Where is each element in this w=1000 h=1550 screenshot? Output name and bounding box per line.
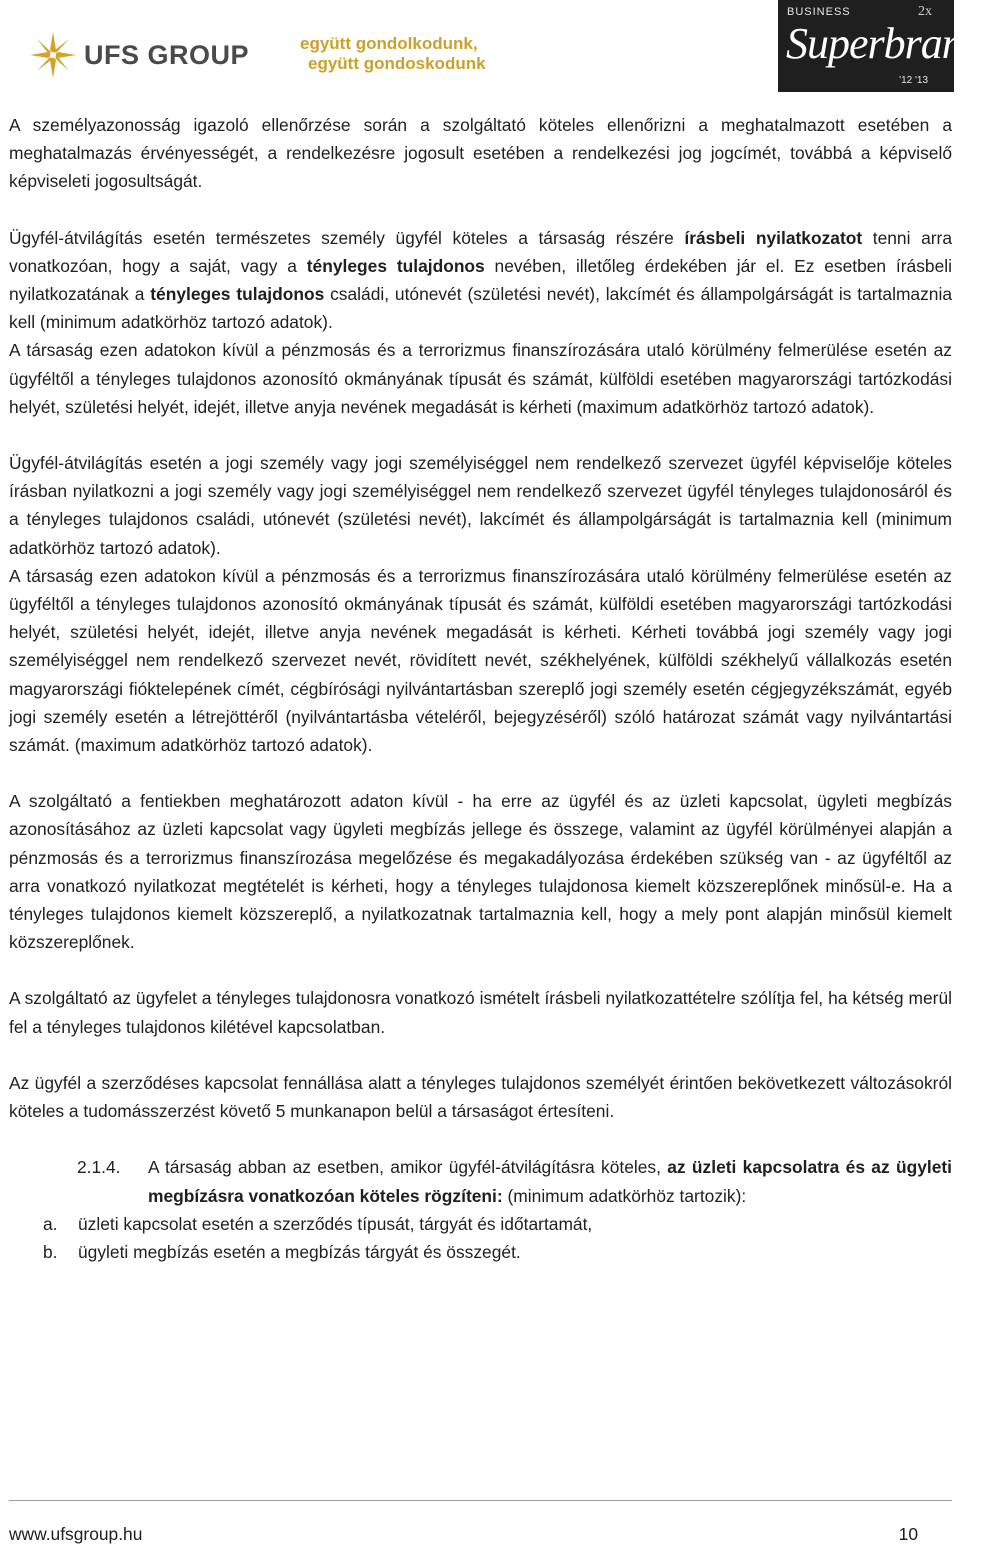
list-item-text: üzleti kapcsolat esetén a szerződés típusát, tárgyát és időtartamát, (78, 1213, 593, 1234)
slogan-line-1: együtt gondolkodunk, (300, 34, 478, 53)
footer-url[interactable]: www.ufsgroup.hu (9, 1524, 143, 1544)
company-logo (28, 30, 249, 80)
p2-text-1: Ügyfél-átvilágítás esetén természetes személy ügyfél köteles a társaság részére (9, 227, 685, 248)
section-text-2: (minimum adatkörhöz tartozik): (502, 1185, 747, 1206)
list-item (9, 1210, 952, 1238)
p2-text-3: nevében, illetőleg érdekében jár el. Ez esetben írásbeli nyilatkozatának a (9, 255, 952, 305)
p2-bold-3: tényleges tulajdonos (150, 284, 325, 305)
starburst-logo-icon (28, 30, 78, 80)
list-item (9, 1238, 952, 1266)
p2-bold-2: tényleges tulajdonos (306, 255, 485, 276)
section-text (148, 1153, 952, 1209)
p2-text-4: családi, utónevét (születési nevét), lakcímét és állampolgárságát is tartalmaznia kell (minimum adatkörhöz tartozó adatok). (9, 284, 953, 333)
document-body (9, 111, 952, 1266)
page-number: 10 (898, 1524, 918, 1544)
p2-bold-1: írásbeli nyilatkozatot (684, 227, 863, 248)
section-number: 2.1.4. (77, 1157, 121, 1178)
paragraph-2 (9, 224, 952, 337)
p2-text-2: tenni arra vonatkozóan, hogy a saját, vagy a (9, 227, 952, 276)
list-item-text: ügyleti megbízás esetén a megbízás tárgyát és összegét. (78, 1241, 521, 1262)
section-bold: az üzleti kapcsolatra és az ügyleti megbízásra vonatkozóan köteles rögzíteni: (148, 1157, 952, 1206)
badge-years: '12 '13 (899, 75, 928, 86)
slogan-line-2: együtt gondoskodunk (308, 54, 486, 73)
badge-brand-name: Superbrands (786, 19, 1000, 68)
badge-business-label: BUSINESS (787, 6, 851, 18)
list-item-label: a. (43, 1213, 58, 1234)
superbrands-badge (778, 0, 1000, 92)
badge-count: 2x (918, 4, 932, 19)
page-header (0, 0, 1000, 96)
company-name: UFS GROUP (84, 39, 250, 70)
paragraph-3: A társaság ezen adatokon kívül a pénzmosás és a terrorizmus finanszírozására utaló körülmény felmerülése esetén az ügyféltől a tényleges tulajdonos azonosító okmányának típusát és számát, külföldi esetében magyarországi tartózkodási helyét, születési helyét, idejét, illetve anyja nevének megadását is kérheti (maximum adatkörhöz tartozó adatok). (9, 340, 952, 417)
paragraph-6: A szolgáltató a fentiekben meghatározott adaton kívül - ha erre az ügyfél és az üzleti kapcsolat, ügyleti megbízás azonosításához az üzleti kapcsolat vagy ügyleti megbízás jellege és összege, valamint az ügyfél körülményei alapján a pénzmosás és a terrorizmus finanszírozása megelőzése és megakadályozása érdekében szükség van - az ügyféltől az arra vonatkozó nyilatkozat megtételét is kérheti, hogy a tényleges tulajdonosa kiemelt közszereplőnek minősül-e. Ha a tényleges tulajdonos kiemelt közszereplő, a nyilatkozatnak tartalmaznia kell, hogy a mely pont alapján minősül kiemelt közszereplőnek. (9, 791, 952, 953)
paragraph-4: Ügyfél-átvilágítás esetén a jogi személy vagy jogi személyiséggel nem rendelkező szervezet ügyfél képviselője köteles írásban nyilatkozni a jogi személy vagy jogi személyiséggel nem rendelkező szervezet ügyfél tényleges tulajdonosáról és a tényleges tulajdonos családi, utónevét (születési nevét), lakcímét és állampolgárságát is tartalmaznia kell (minimum adatkörhöz tartozó adatok). (9, 453, 952, 558)
paragraph-5: A társaság ezen adatokon kívül a pénzmosás és a terrorizmus finanszírozására utaló körülmény felmerülése esetén az ügyféltől a tényleges tulajdonos azonosító okmányának típusát és számát, külföldi esetében magyarországi tartózkodási helyét, születési helyét, idejét, illetve anyja nevének megadását is kérheti. Kérheti továbbá jogi személy vagy jogi személyiséggel nem rendelkező szervezet nevét, rövidített nevét, székhelyének, külföldi székhelyű vállalkozás esetén magyarországi fióktelepének címét, cégbírósági nyilvántartásban szereplő jogi személy esetén cégjegyzékszámát, egyéb jogi személy esetén a létrejöttéről (nyilvántartásba vételéről, bejegyzéséről) szóló határozat számát vagy nyilvántartási számát. (maximum adatkörhöz tartozó adatok). (9, 565, 952, 756)
paragraph-1: A személyazonosság igazoló ellenőrzése során a szolgáltató köteles ellenőrizni a meghatalmazott esetében a meghatalmazás érvényességét, a rendelkezésre jogosult esetében a rendelkezési jog jogcímét, továbbá a képviselő képviseleti jogosultságát. (9, 115, 952, 192)
paragraph-7: A szolgáltató az ügyfelet a tényleges tulajdonosra vonatkozó ismételt írásbeli nyilatkozattételre szólítja fel, ha kétség merül fel a tényleges tulajdonos kilétével kapcsolatban. (9, 988, 952, 1037)
footer-divider (9, 1500, 952, 1501)
section-2-1-4 (9, 1153, 952, 1209)
list-item-label: b. (43, 1241, 58, 1262)
company-slogan (300, 34, 486, 74)
section-text-1: A társaság abban az esetben, amikor ügyfél-átvilágításra köteles, (148, 1157, 668, 1178)
paragraph-8: Az ügyfél a szerződéses kapcsolat fennállása alatt a tényleges tulajdonos személyét érintően bekövetkezett változásokról köteles a tudomásszerzést követő 5 munkanapon belül a társaságot értesíteni. (9, 1072, 952, 1122)
